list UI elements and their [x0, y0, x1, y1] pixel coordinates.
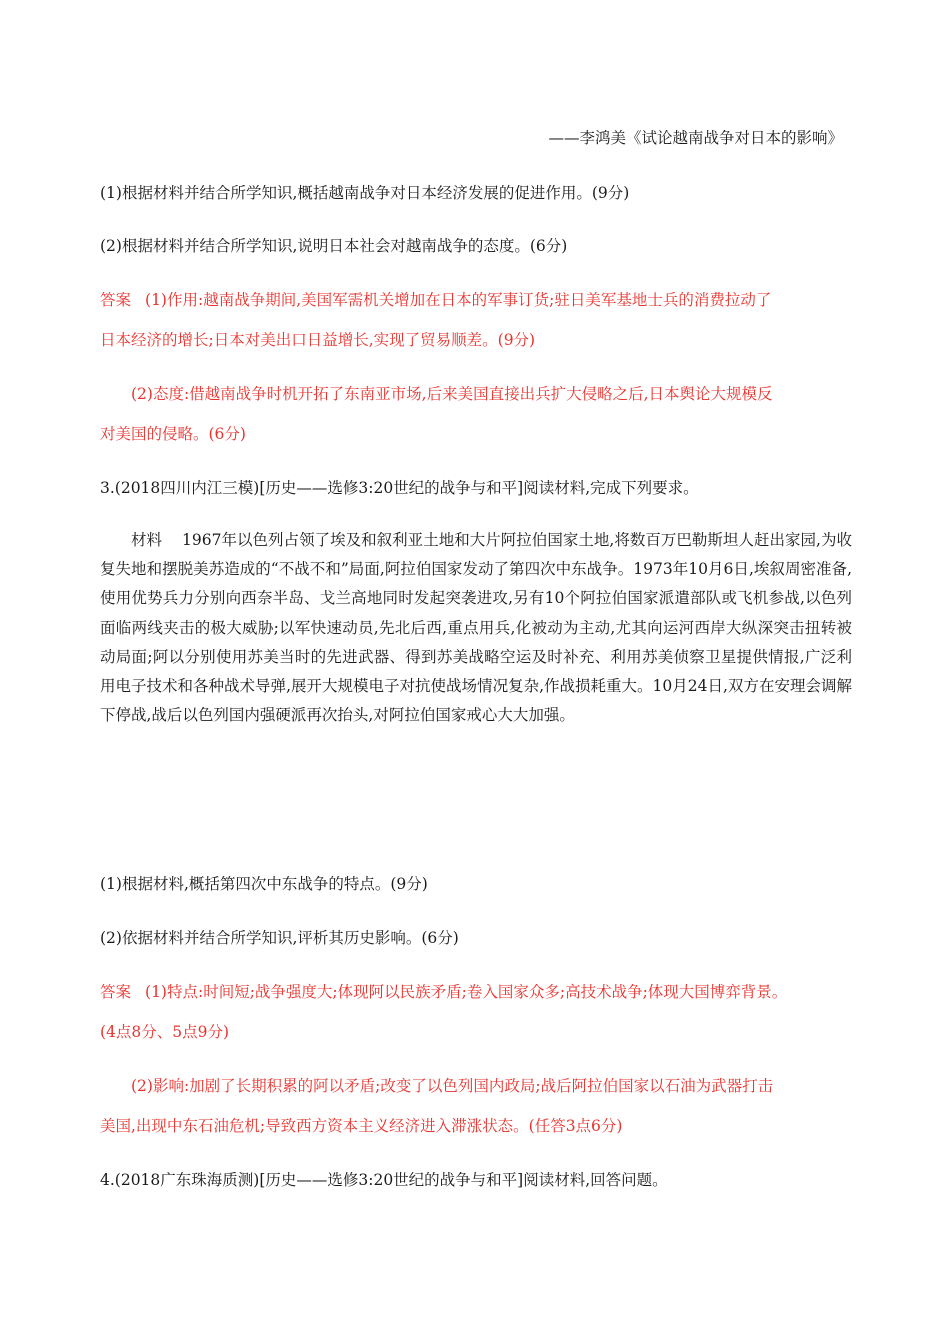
- q2-answer-2-line-2: 对美国的侵略。(6分): [100, 425, 246, 443]
- material-label: 材料: [131, 531, 163, 549]
- answer-label: 答案: [100, 291, 132, 309]
- q3-answer-1-line-1: [100, 981, 787, 1003]
- q4-heading: 4.(2018广东珠海质测)[历史——选修3:20世纪的战争与和平]阅读材料,回答问题。: [100, 1171, 668, 1189]
- q3-answer-1-line-2: (4点8分、5点9分): [100, 1023, 230, 1041]
- q3-material-paragraph: [100, 526, 852, 730]
- q2-answer-1-line-1: [100, 289, 771, 311]
- q3-heading: 3.(2018四川内江三模)[历史——选修3:20世纪的战争与和平]阅读材料,完成下列要求。: [100, 479, 699, 497]
- q2-answer-1-line-2: 日本经济的增长;日本对美出口日益增长,实现了贸易顺差。(9分): [100, 331, 536, 349]
- material-text: 1967年以色列占领了埃及和叙利亚土地和大片阿拉伯国家土地,将数百万巴勒斯坦人赶出家园,为收复失地和摆脱美苏造成的“不战不和”局面,阿拉伯国家发动了第四次中东战争。1973年10月6日,埃叙周密准备,使用优势兵力分别向西奈半岛、戈兰高地同时发起突袭进攻,另有10个阿拉伯国家派遣部队或飞机参战,以色列面临两线夹击的极大威胁;以军快速动员,先北后西,重点用兵,化被动为主动,尤其向运河西岸大纵深突击扭转被动局面;阿以分别使用苏美当时的先进武器、得到苏美战略空运及时补充、利用苏美侦察卫星提供情报,广泛利用电子技术和各种战术导弹,展开大规模电子对抗使战场情况复杂,作战损耗重大。10月24日,双方在安理会调解下停战,战后以色列国内强硬派再次抬头,对阿拉伯国家戒心大大加强。: [100, 531, 852, 725]
- material-source-citation: ——李鸿美《试论越南战争对日本的影响》: [548, 129, 843, 147]
- q3-answer-2-line-2: 美国,出现中东石油危机;导致西方资本主义经济进入滞涨状态。(任答3点6分): [100, 1117, 623, 1135]
- q3-subquestion-1: (1)根据材料,概括第四次中东战争的特点。(9分): [100, 875, 428, 893]
- q2-subquestion-1: (1)根据材料并结合所学知识,概括越南战争对日本经济发展的促进作用。(9分): [100, 184, 630, 202]
- answer-label: 答案: [100, 983, 132, 1001]
- answer-text: (1)特点:时间短;战争强度大;体现阿以民族矛盾;卷入国家众多;高技术战争;体现大国博弈背景。: [145, 983, 788, 1001]
- q2-subquestion-2: (2)根据材料并结合所学知识,说明日本社会对越南战争的态度。(6分): [100, 237, 568, 255]
- q3-answer-2-line-1: (2)影响:加剧了长期积累的阿以矛盾;改变了以色列国内政局;战后阿拉伯国家以石油为武器打击: [131, 1077, 774, 1095]
- q2-answer-2-line-1: (2)态度:借越南战争时机开拓了东南亚市场,后来美国直接出兵扩大侵略之后,日本舆论大规模反: [131, 385, 773, 403]
- q3-subquestion-2: (2)依据材料并结合所学知识,评析其历史影响。(6分): [100, 929, 459, 947]
- answer-text: (1)作用:越南战争期间,美国军需机关增加在日本的军事订货;驻日美军基地士兵的消费拉动了: [145, 291, 772, 309]
